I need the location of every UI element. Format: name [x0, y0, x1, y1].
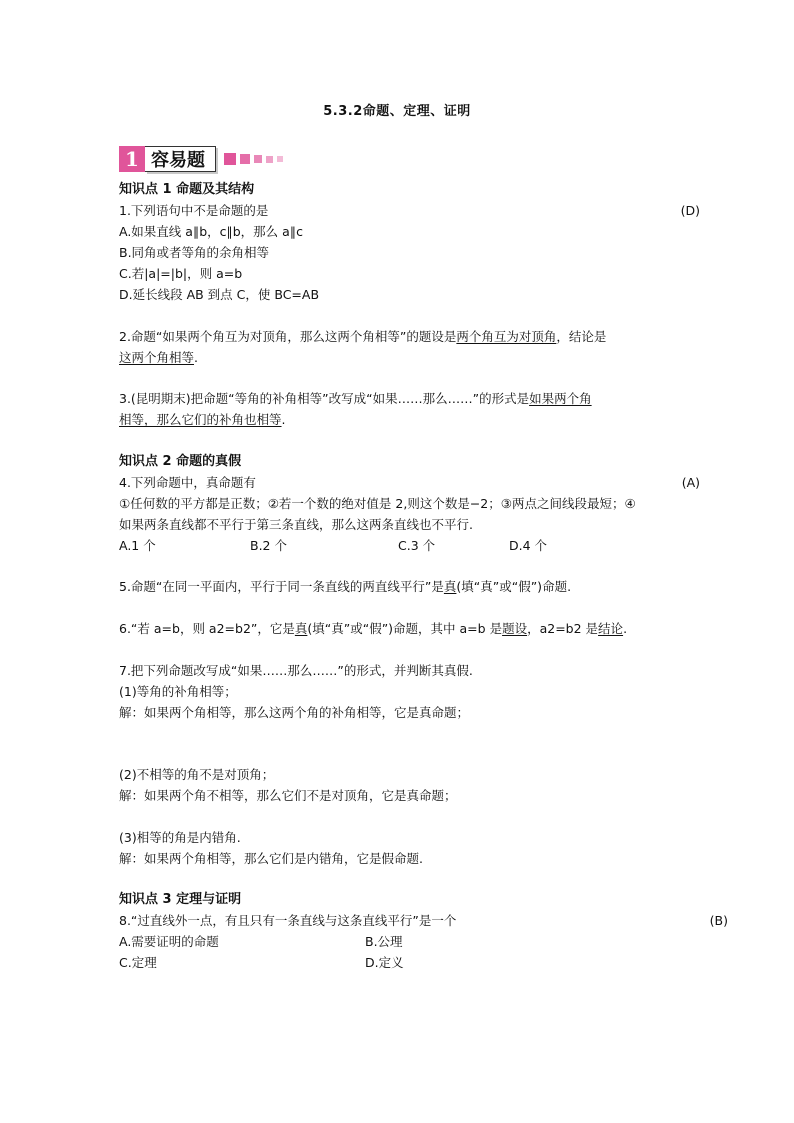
fill-answer: 这两个角相等	[119, 350, 195, 365]
section-heading: 知识点 1 命题及其结构	[119, 182, 255, 197]
question-5: 5.命题“在同一平面内，平行于同一条直线的两直线平行”是真(填“真”或“假”)命题.	[119, 579, 572, 594]
question-2: 2.命题“如果两个角互为对顶角，那么这两个角相等”的题设是两个角互为对顶角，结论是	[119, 329, 607, 344]
sub-question: (3)相等的角是内错角.	[119, 830, 241, 845]
question-stem: 8.“过直线外一点，有且只有一条直线与这条直线平行”是一个	[119, 913, 457, 928]
solution: 解：如果两个角不相等，那么它们不是对顶角，它是真命题；	[119, 788, 457, 803]
question-6: 6.“若 a=b，则 a2=b2”，它是真(填“真”或“假”)命题，其中 a=b 是题设，a2=b2 是结论.	[119, 621, 628, 636]
option: B.公理	[365, 934, 403, 949]
fill-answer: 真	[294, 621, 308, 636]
fill-answer: 两个角互为对顶角	[456, 329, 557, 344]
option: A.如果直线 a∥b，c∥b，那么 a∥c	[119, 224, 303, 239]
sub-question: (1)等角的补角相等；	[119, 684, 237, 699]
option: D.定义	[365, 955, 404, 970]
statement-line: ①任何数的平方都是正数；②若一个数的绝对值是 2,则这个数是−2；③两点之间线段最短；④	[119, 496, 636, 511]
section-heading: 知识点 2 命题的真假	[119, 454, 242, 469]
solution: 解：如果两个角相等，那么它们是内错角，它是假命题.	[119, 851, 423, 866]
question-stem: 7.把下列命题改写成“如果……那么……”的形式，并判断其真假.	[119, 663, 473, 678]
sub-question: (2)不相等的角不是对顶角；	[119, 767, 275, 782]
option: C.3 个	[398, 538, 436, 553]
option: A.需要证明的命题	[119, 934, 219, 949]
question-stem: 4.下列命题中，真命题有	[119, 475, 256, 490]
page-title: 5.3.2命题、定理、证明	[323, 104, 471, 119]
option: C.定理	[119, 955, 157, 970]
option: C.若|a|=|b|，则 a=b	[119, 266, 243, 281]
section-banner	[119, 146, 283, 172]
fill-answer: 题设	[502, 621, 528, 636]
option: D.4 个	[509, 538, 548, 553]
option: A.1 个	[119, 538, 156, 553]
decor-square	[240, 154, 250, 164]
section-heading: 知识点 3 定理与证明	[119, 892, 242, 907]
solution: 解：如果两个角相等，那么这两个角的补角相等，它是真命题；	[119, 705, 470, 720]
question-stem: 1.下列语句中不是命题的是	[119, 203, 269, 218]
option: B.同角或者等角的余角相等	[119, 245, 270, 260]
answer: (D)	[680, 203, 700, 218]
question-3-cont: 相等，那么它们的补角也相等.	[119, 412, 286, 427]
fill-answer: 如果两个角	[529, 391, 592, 406]
banner-number: 1	[119, 146, 145, 172]
answer: (A)	[681, 475, 700, 490]
decor-square	[266, 156, 273, 163]
fill-answer: 真	[443, 579, 457, 594]
fill-answer: 结论	[598, 621, 624, 636]
banner-label: 容易题	[145, 146, 216, 172]
decor-square	[277, 156, 283, 162]
decor-square	[254, 155, 262, 163]
fill-answer: 相等，那么它们的补角也相等	[119, 412, 282, 427]
answer: (B)	[709, 913, 728, 928]
option: B.2 个	[250, 538, 287, 553]
question-2-cont: 这两个角相等.	[119, 350, 198, 365]
statement-line: 如果两条直线都不平行于第三条直线，那么这两条直线也不平行.	[119, 517, 473, 532]
option: D.延长线段 AB 到点 C，使 BC=AB	[119, 287, 320, 302]
question-3: 3.(昆明期末)把命题“等角的补角相等”改写成“如果……那么……”的形式是如果两个角	[119, 391, 592, 406]
decor-square	[224, 153, 236, 165]
